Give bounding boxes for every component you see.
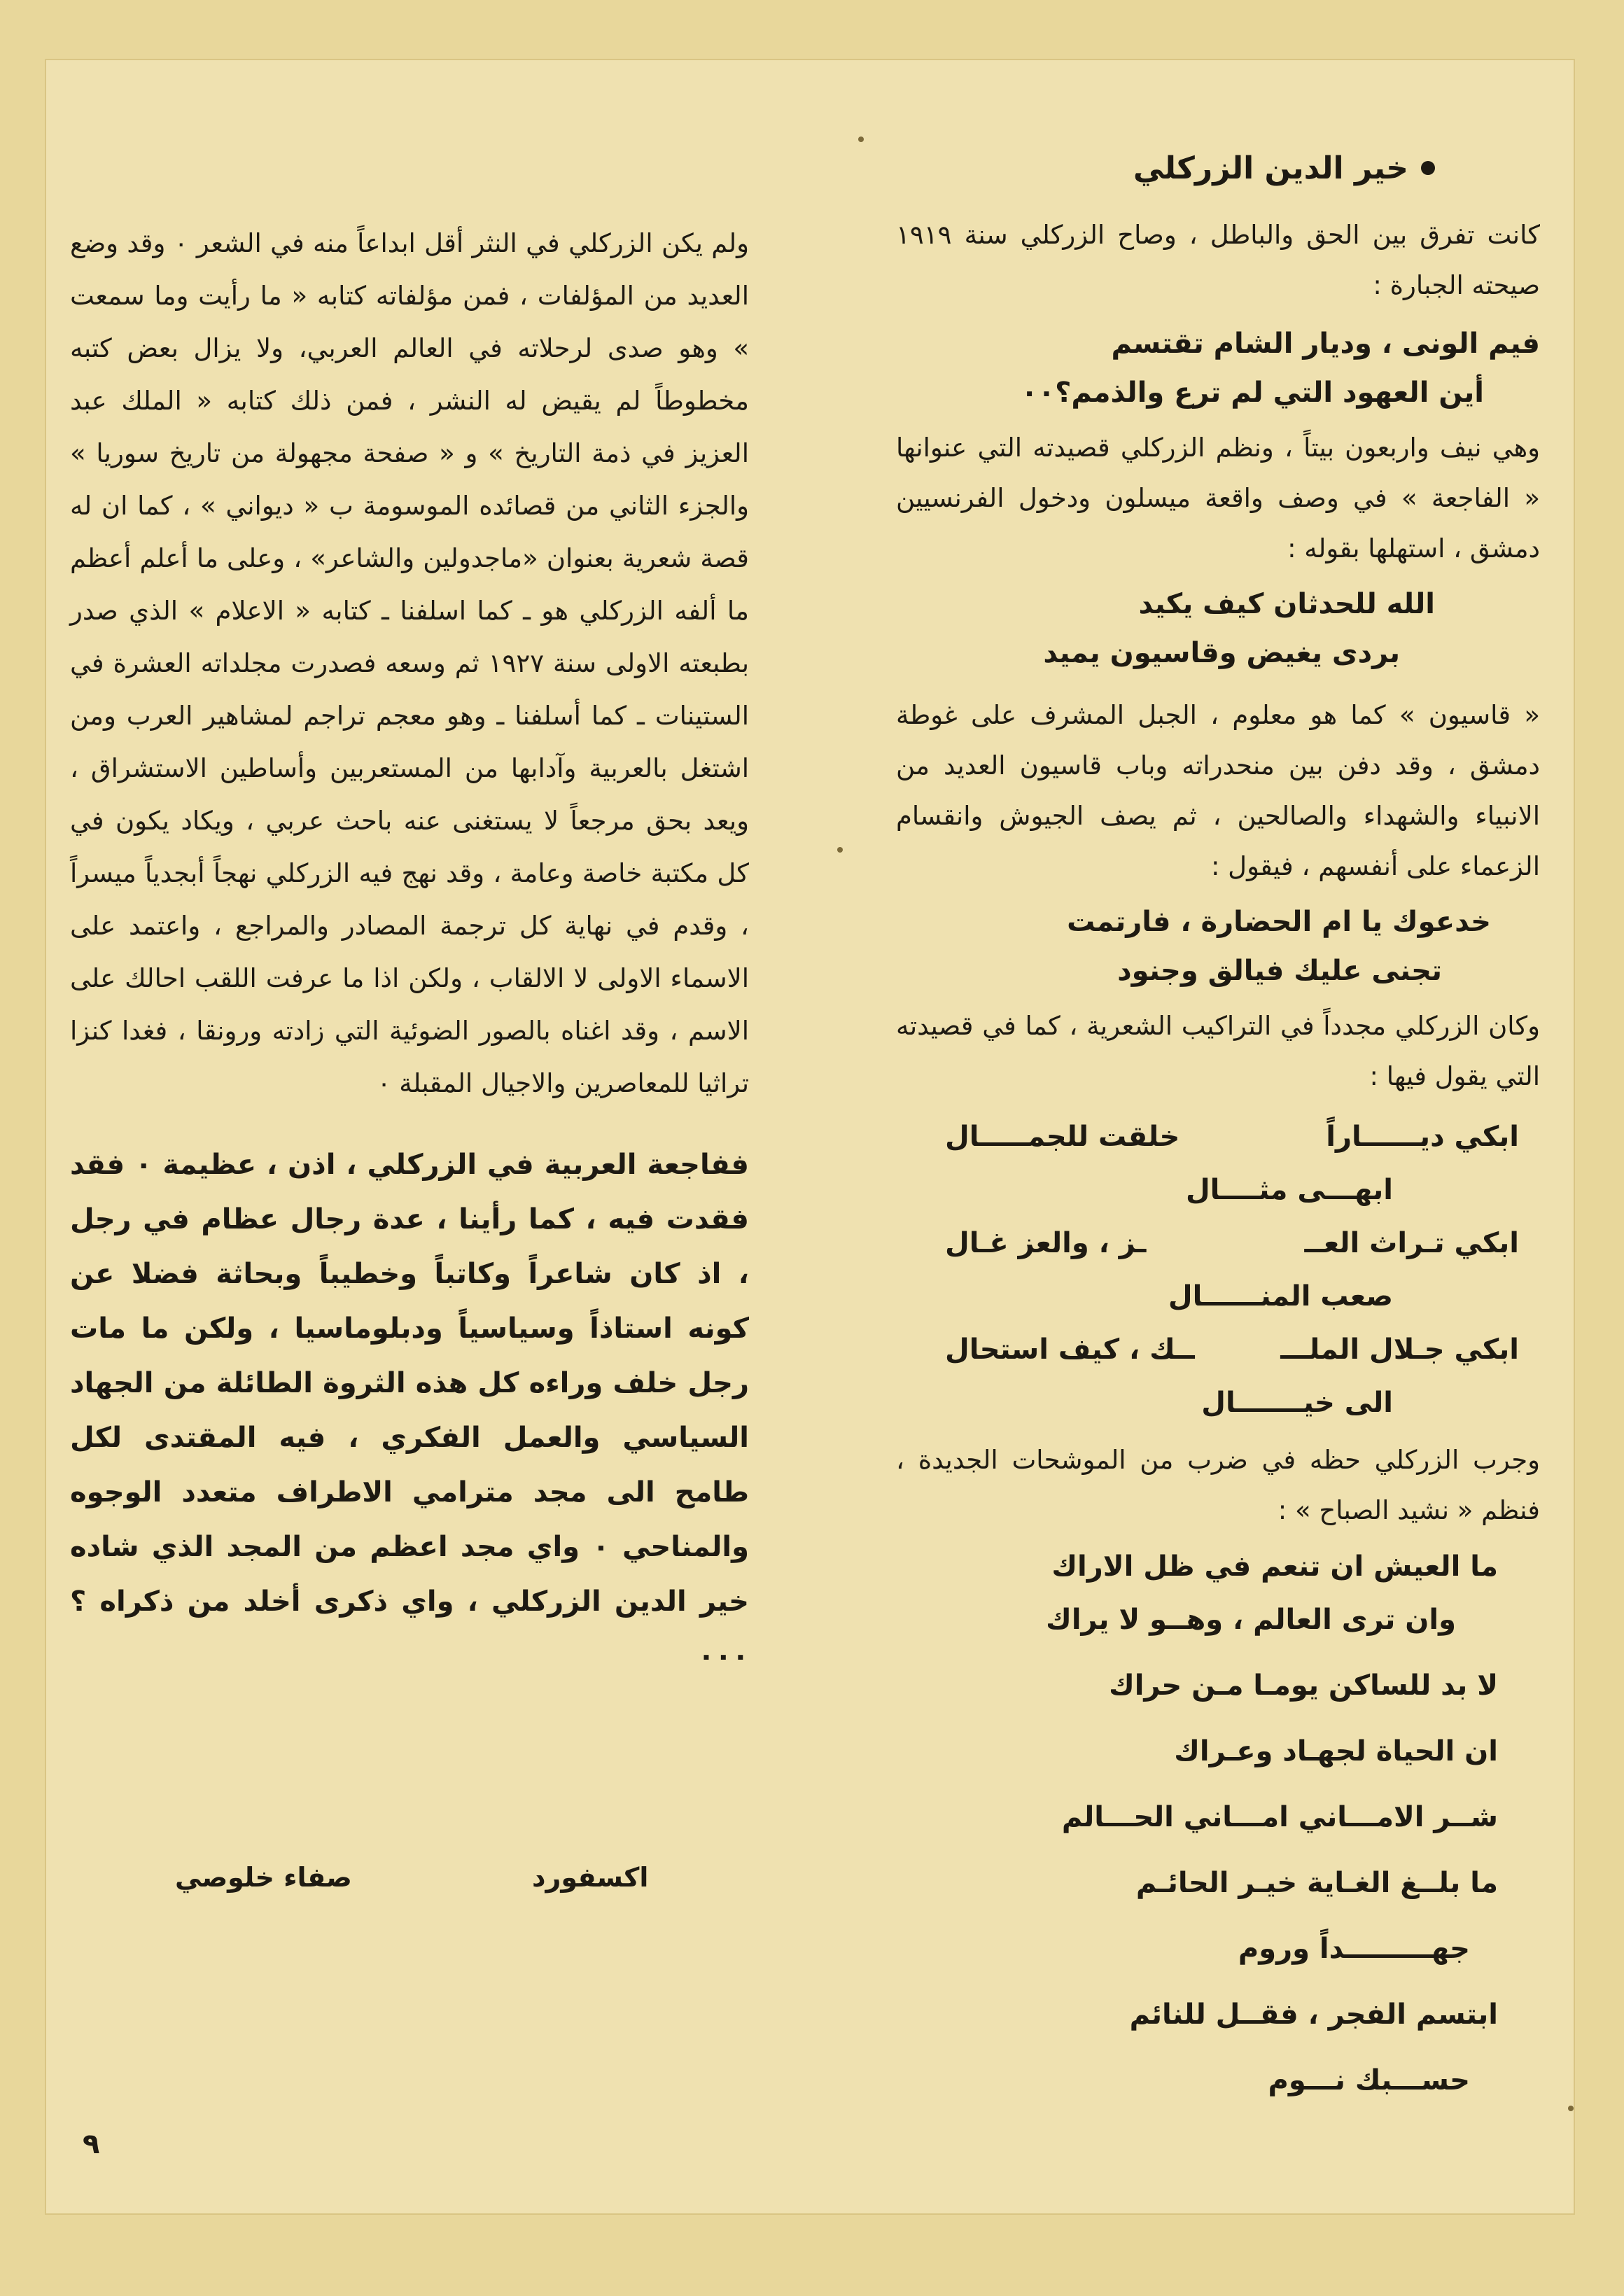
- article-title: خير الدين الزركلي: [1133, 150, 1408, 186]
- poem-line: ابكي ديــــــاراً: [1326, 1121, 1519, 1153]
- poem-line: ابتسم الفجر ، فقــل للنائم: [1129, 1998, 1498, 2031]
- poem-line: ما بلــغ الغـاية خيـر الحائـم: [1135, 1867, 1498, 1899]
- right-column: [896, 210, 1540, 2107]
- verse-block-3: [896, 897, 1540, 995]
- poem-line: ـز ، والعز غـال: [945, 1227, 1147, 1259]
- poem-line: ــك ، كيف استحال: [945, 1334, 1195, 1366]
- poem-row: [945, 1110, 1519, 1163]
- paragraph: وهي نيف واربعون بيتاً ، ونظم الزركلي قصيدته التي عنوانها « الفاجعة » في وصف واقعة ميسلون ودخول الفرنسيين دمشق ، استهلها بقوله :: [896, 433, 1540, 564]
- poem-line: ابكي جـلال الملـــ: [1280, 1334, 1519, 1366]
- signature-name: صفاء خلوصي: [175, 1862, 352, 1893]
- verse-block-2: [896, 580, 1540, 678]
- signature-place: اكسفورد: [532, 1862, 649, 1893]
- article-header: [1120, 136, 1435, 200]
- poem-line: ابهـــى مثــــال: [1185, 1174, 1393, 1206]
- poem-line: وان ترى العالم ، وهــو لا يراك: [1046, 1604, 1456, 1636]
- verse-line: الله للحدثان كيف يكيد: [1138, 588, 1435, 620]
- verse-line: تجنى عليك فيالق وجنود: [1117, 955, 1442, 987]
- paragraph: ولم يكن الزركلي في النثر أقل ابداعاً منه في الشعر ٠ وقد وضع العديد من المؤلفات ، فمن مؤلفاته كتابه « ما رأيت وما سمعت » وهو صدى لرحلاته في العالم العربي، ولا يزال بعض كتبه مخطوطاً لم يقيض له النشر ، فمن ذلك كتابه « الملك عبد العزيز في ذمة التاريخ » و « صفحة مجهولة من تاريخ سوريا » والجزء الثاني من قصائده الموسومة ب « ديواني » ، كما ان له قصة شعرية بعنوان «ماجدولين والشاعر» ، وعلى ما أعلم أعظم ما ألفه الزركلي هو ـ كما اسلفنا ـ كتابه « الاعلام » الذي صدر بطبعته الاولى سنة ١٩٢٧ ثم وسعه فصدرت مجلداته العشرة في الستينات ـ كما أسلفنا ـ وهو معجم تراجم لمشاهير العرب ومن اشتغل بالعربية وآدابها من المستعربين وأساطين الاستشراق ، ويعد بحق مرجعاً لا يستغنى عنه باحث عربي ، ويكاد يكون في كل مكتبة خاصة وعامة ، وقد نهج فيه الزركلي نهجاً أبجدياً ميسراً ، وقدم في نهاية كل ترجمة المصادر والمراجع ، واعتمد على الاسماء الاولى لا الالقاب ، ولكن اذا ما عرفت اللقب احالك على الاسم ، وقد اغناه بالصور الضوئية التي زادته ورونقا ، فغدا كنزا تراثيا للمعاصرين والاجيال المقبلة ٠: [70, 228, 749, 1098]
- paper-speck: [1568, 2106, 1574, 2111]
- closing-paragraph: ففاجعة العربية في الزركلي ، اذن ، عظيمة ٠ فقد فقدت فيه ، كما رأينا ، عدة رجال عظام في رجل ، اذ كان شاعراً وكاتباً وخطيباً وبحاثة فضلا عن كونه استاذاً وسياسياً ودبلوماسيا ، ولكن ما مات رجل خلف وراءه كل هذه الثروة الطائلة من الجهاد السياسي والعمل الفكري ، فيه المقتدى لكل طامح الى مجد مترامي الاطراف متعدد الوجوه والمناحي ٠ واي مجد اعظم من المجد الذي شاده خير الدين الزركلي ، واي ذكرى أخلد من ذكراه ؟٠٠٠: [70, 1149, 750, 1672]
- verse-line: بردى يغيض وقاسيون يميد: [1043, 637, 1400, 669]
- poem-row: [945, 1217, 1519, 1270]
- paper-speck: [858, 136, 864, 142]
- page-number: ٩: [83, 2128, 100, 2160]
- verse-line: أين العهود التي لم ترع والذمم؟٠٠: [1021, 377, 1484, 409]
- paragraph: وكان الزركلي مجدداً في التراكيب الشعرية ، كما في قصيدته التي يقول فيها :: [896, 1011, 1540, 1091]
- poem-line: خلقت للجمـــــال: [945, 1121, 1180, 1153]
- verse-line: خدعوك يا ام الحضارة ، فارتمت: [1067, 906, 1491, 938]
- left-column: [70, 217, 749, 1684]
- paragraph: وجرب الزركلي حظه في ضرب من الموشحات الجديدة ، فنظم « نشيد الصباح » :: [896, 1445, 1540, 1525]
- poem-line: لا بد للساكن يومـا مـن حراك: [1109, 1670, 1498, 1702]
- paper-speck: [837, 847, 843, 853]
- poem-line: جهـــــــــداً وروم: [1238, 1933, 1470, 1965]
- poem-line: الى خيـــــــال: [1201, 1387, 1393, 1419]
- poem-line: شــر الامـــاني امـــاني الحـــالم: [1061, 1801, 1498, 1833]
- poem-line: حســـبك نـــوم: [1268, 2064, 1470, 2096]
- poem-line: ان الحياة لجهـاد وعـراك: [1174, 1735, 1498, 1768]
- poem-row: [945, 1323, 1519, 1376]
- bullet-icon: [1421, 161, 1435, 175]
- verse-line: فيم الونى ، وديار الشام تقتسم: [1111, 328, 1540, 360]
- paragraph: « قاسيون » كما هو معلوم ، الجبل المشرف على غوطة دمشق ، وقد دفن بين منحدراته وباب قاسيون العديد من الانبياء والشهداء والصالحين ، ثم يصف الجيوش وانقسام الزعماء على أنفسهم ، فيقول :: [896, 700, 1540, 881]
- poem-line: صعب المنــــــال: [1168, 1280, 1393, 1312]
- poem-line: ابكي تـراث العــ: [1304, 1227, 1519, 1259]
- intro-paragraph: كانت تفرق بين الحق والباطل ، وصاح الزركلي سنة ١٩١٩ صيحته الجبارة :: [896, 220, 1540, 300]
- poem-block-2: [896, 1540, 1498, 2107]
- poem-block-1: [945, 1110, 1519, 1429]
- poem-line: ما العيش ان تنعم في ظل الاراك: [1051, 1550, 1498, 1583]
- verse-block-1: [896, 319, 1540, 417]
